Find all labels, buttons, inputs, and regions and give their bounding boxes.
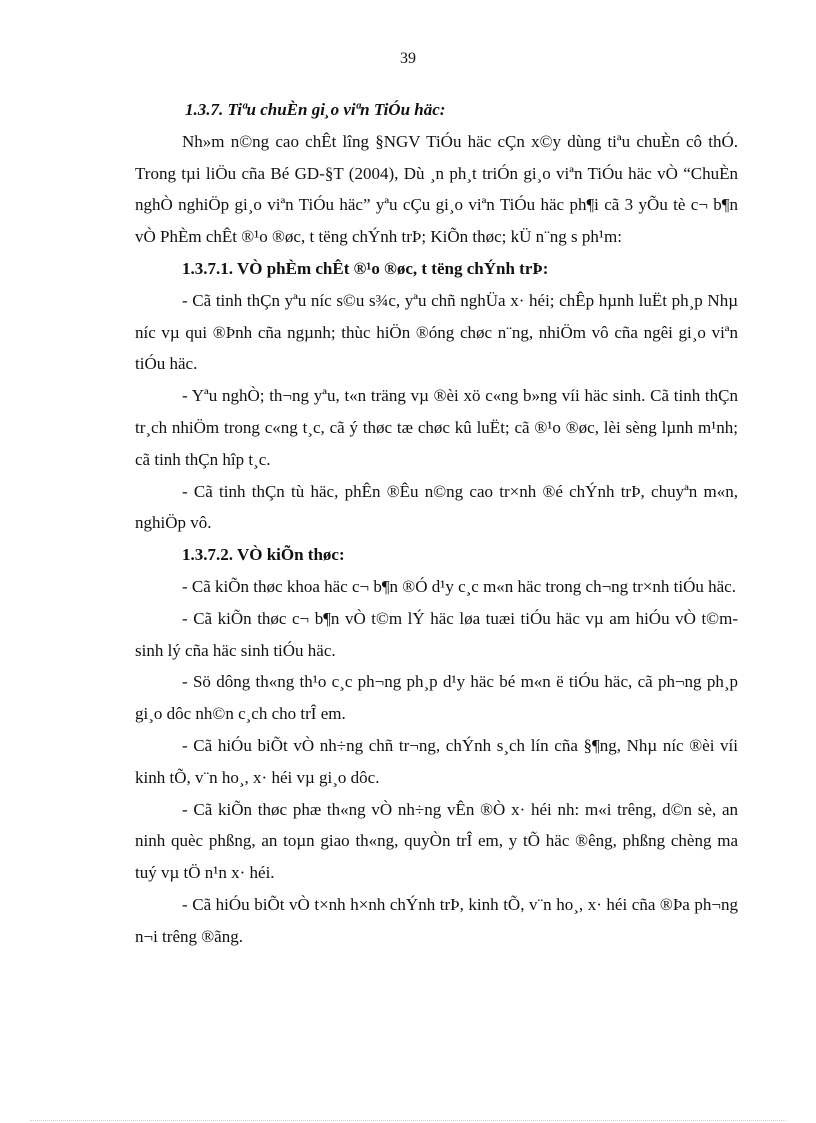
list-item: - Yªu nghÒ; th¬ng yªu, t«n träng vµ ®èi xö c«ng b»ng víi häc sinh. Cã tinh thÇn tr¸ch nhiÖm trong c«ng t¸c, cã ý thøc tæ chøc kû luËt; cã ®¹o ®øc, lèi sèng lµnh m¹nh; cã tinh thÇn hîp t¸c.: [135, 386, 738, 469]
list-item: - Cã tinh thÇn tù häc, phÊn ®Êu n©ng cao tr×nh ®é chÝnh trÞ, chuyªn m«n, nghiÖp vô.: [135, 481, 738, 533]
section-title: 1.3.7. Tiªu chuÈn gi¸o viªn TiÓu häc:: [185, 100, 446, 119]
document-body: [135, 94, 738, 953]
subsection-heading-knowledge: 1.3.7.2. VÒ kiÕn thøc:: [182, 545, 345, 565]
page-bottom-rule: [30, 1120, 786, 1121]
intro-paragraph: Nh»m n©ng cao chÊt lîng §NGV TiÓu häc cÇn x©y dùng tiªu chuÈn cô thÓ. Trong tµi liÖu cña Bé GD-§T (2004), Dù ¸n ph¸t triÓn gi¸o viªn TiÓu häc vÒ “ChuÈn nghÒ nghiÖp gi¸o viªn TiÓu häc” yªu cÇu gi¸o viªn TiÓu häc ph¶i cã 3 yÕu tè c¬ b¶n vÒ PhÈm chÊt ®¹o ®øc, t tëng chÝnh trÞ; KiÕn thøc; kÜ n¨ng s ph¹m:: [135, 131, 738, 247]
list-item: - Cã kiÕn thøc phæ th«ng vÒ nh÷ng vÊn ®Ò x· héi nh: m«i trêng, d©n sè, an ninh quèc phßng, an toµn giao th«ng, quyÒn trÎ em, y tÕ häc ®êng, phßng chèng ma tuý vµ tÖ n¹n x· héi.: [135, 799, 738, 883]
subsection-heading-ethics: 1.3.7.1. VÒ phÈm chÊt ®¹o ®øc, t tëng chÝnh trÞ:: [182, 258, 549, 278]
list-item: - Cã hiÓu biÕt vÒ nh÷ng chñ tr¬ng, chÝnh s¸ch lín cña §¶ng, Nhµ níc ®èi víi kinh tÕ, v¨n ho¸, x· héi vµ gi¸o dôc.: [135, 735, 738, 787]
list-item: - Cã hiÓu biÕt vÒ t×nh h×nh chÝnh trÞ, kinh tÕ, v¨n ho¸, x· héi cña ®Þa ph¬ng n¬i trêng ®ãng.: [135, 894, 738, 946]
list-item: - Sö dông th«ng th¹o c¸c ph¬ng ph¸p d¹y häc bé m«n ë tiÓu häc, cã ph¬ng ph¸p gi¸o dôc nh©n c¸ch cho trÎ em.: [135, 672, 738, 724]
list-item: - Cã tinh thÇn yªu níc s©u s¾c, yªu chñ nghÜa x· héi; chÊp hµnh luËt ph¸p Nhµ níc vµ qui ®Þnh cña ngµnh; thùc hiÖn ®óng chøc n¨ng, nhiÖm vô cña ngêi gi¸o viªn tiÓu häc.: [135, 290, 738, 374]
list-item: - Cã kiÕn thøc c¬ b¶n vÒ t©m lÝ häc løa tuæi tiÓu häc vµ am hiÓu vÒ t©m-sinh lý cña häc sinh tiÓu häc.: [135, 608, 738, 660]
list-item: - Cã kiÕn thøc khoa häc c¬ b¶n ®Ó d¹y c¸c m«n häc trong ch¬ng tr×nh tiÓu häc.: [182, 576, 736, 596]
page-number: 39: [400, 50, 416, 67]
